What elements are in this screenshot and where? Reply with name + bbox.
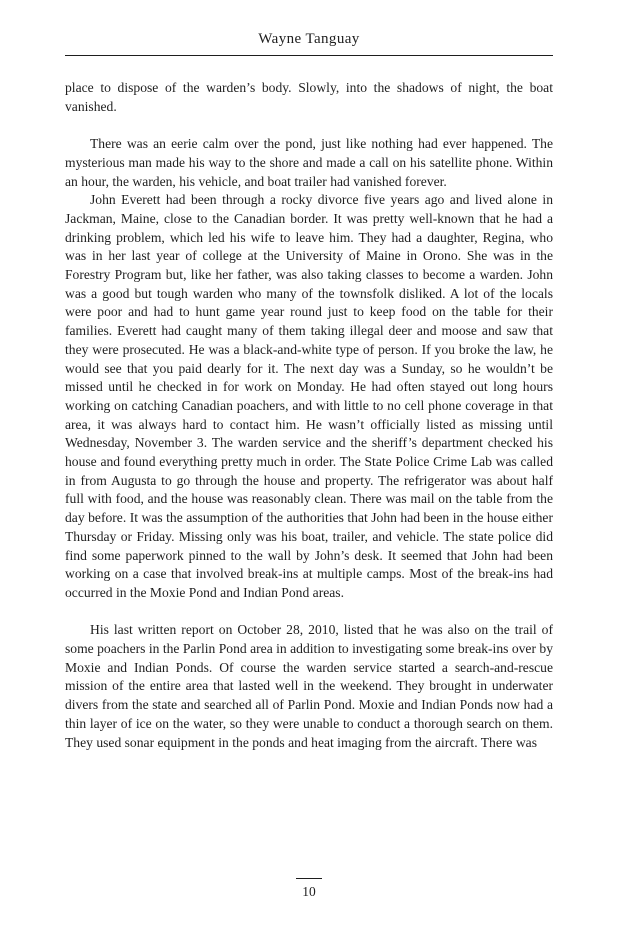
paragraph: place to dispose of the warden’s body. Slowly, into the shadows of night, the boat vanished.	[65, 80, 553, 114]
page-number: 10	[302, 883, 316, 899]
page-footer	[0, 878, 618, 899]
paragraph: His last written report on October 28, 2010, listed that he was also on the trail of some poachers in the Parlin Pond area in addition to investigating some break-ins over by Moxie and Indian Ponds. Of course the warden service started a search-and-rescue mission of the entire area that lasted well in the weekend. They brought in underwater divers from the state and searched all of Parlin Pond. Moxie and Indian Ponds now had a thin layer of ice on the water, so they were unable to conduct a thorough search on them. They used sonar equipment in the ponds and heat imaging from the aircraft. There was	[65, 622, 553, 750]
running-header-title: Wayne Tanguay	[65, 0, 553, 56]
text-block	[65, 0, 553, 752]
body-text	[65, 79, 553, 752]
paragraph: There was an eerie calm over the pond, just like nothing had ever happened. The mysterious man made his way to the shore and made a call on his satellite phone. Within an hour, the warden, his vehicle, and boat trailer had vanished forever.	[65, 136, 553, 189]
footer-rule	[296, 878, 322, 879]
paragraph: John Everett had been through a rocky divorce five years ago and lived alone in Jackman, Maine, close to the Canadian border. It was pretty well-known that he had a drinking problem, which led his wife to leave him. They had a daughter, Regina, who was in her last year of college at the University of Maine in Orono. She was in the Forestry Program but, like her father, was also taking classes to become a warden. John was a good but tough warden who many of the townsfolk disliked. A lot of the locals were poor and had to hunt game year round just to keep food on the table for their families. Everett had caught many of them taking illegal deer and moose and saw that they were prosecuted. He was a black-and-white type of person. If you broke the law, he would see that you paid dearly for it. The next day was a Sunday, so he wouldn’t be missed until he checked in for work on Monday. He had often stayed out long hours working on catching Canadian poachers, and with little to no cell phone coverage in that area, it was always hard to contact him. He wasn’t officially listed as missing until Wednesday, November 3. The warden service and the sheriff’s department checked his house and found everything pretty much in order. The State Police Crime Lab was called in from Augusta to go through the house and property. The refrigerator was about half full with food, and the house was reasonably clean. There was mail on the table from the day before. It was the assumption of the authorities that John had been in the house either Thursday or Friday. Missing only was his boat, trailer, and vehicle. The state police did find some paperwork pinned to the wall by John’s desk. It seemed that John had been working on a case that involved break-ins at multiple camps. Most of the break-ins had occurred in the Moxie Pond and Indian Pond areas.	[65, 192, 553, 600]
